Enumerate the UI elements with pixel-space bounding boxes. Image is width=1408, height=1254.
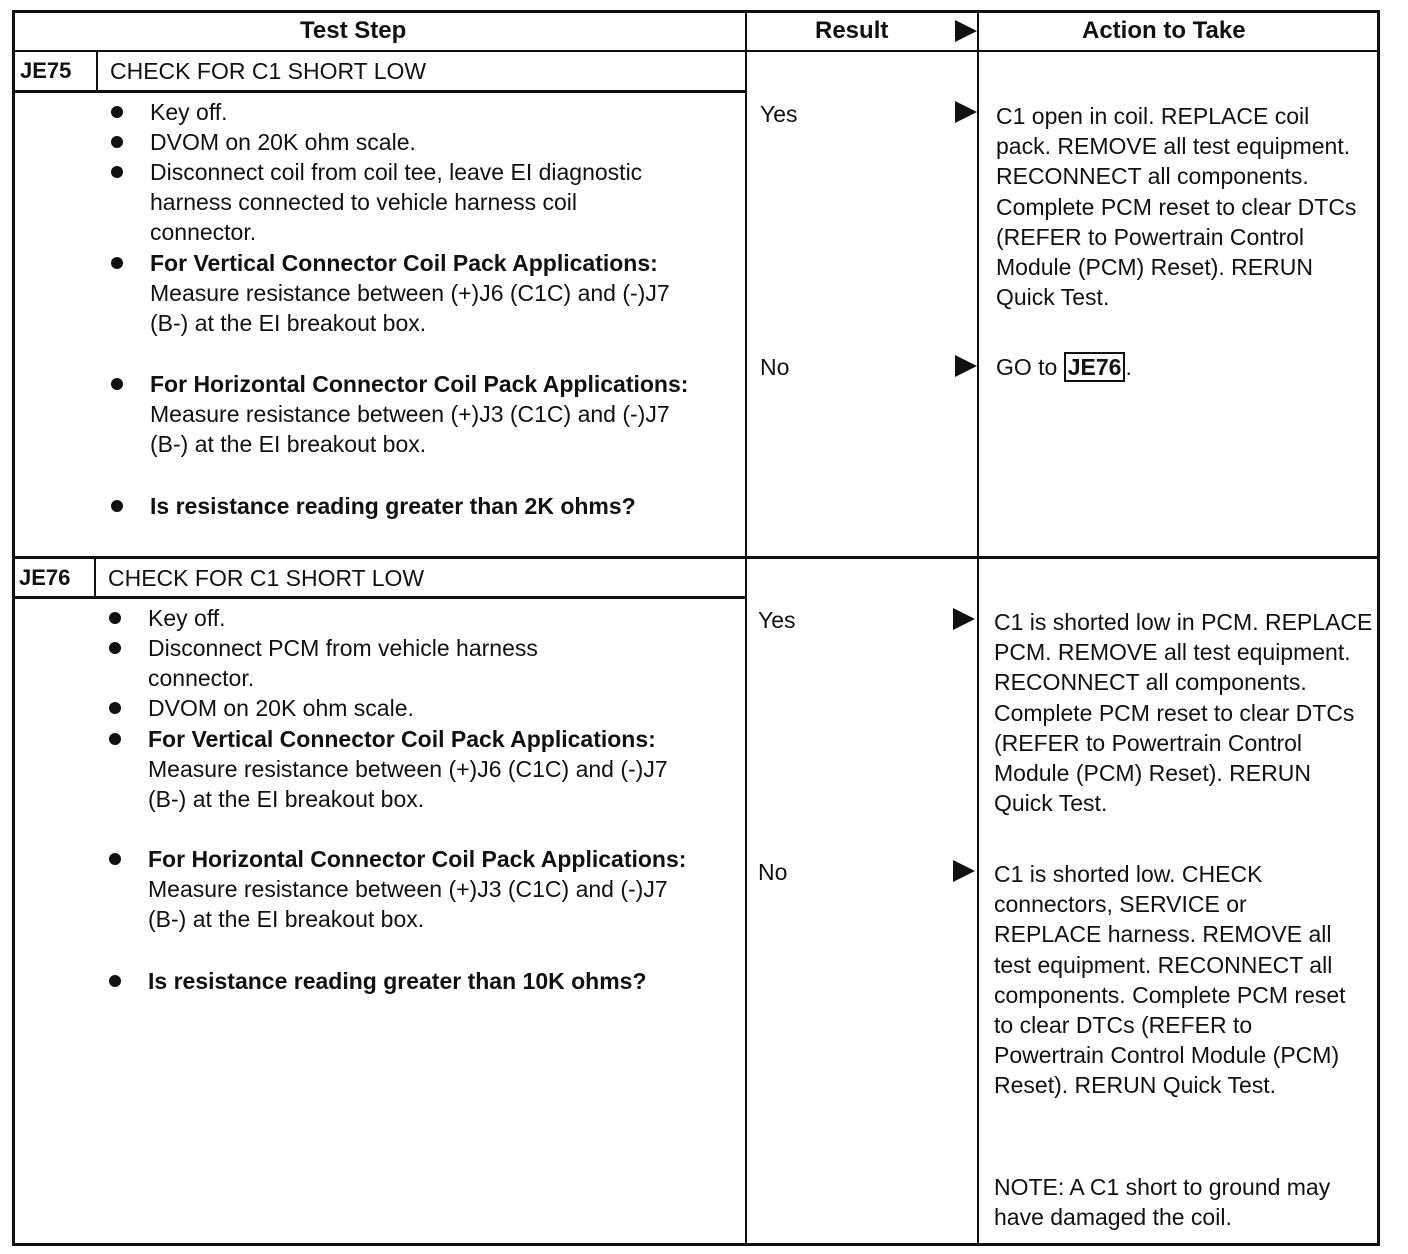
step-instruction [148,844,693,935]
result-no: No [760,354,790,380]
result-no: No [758,859,788,885]
bullet-icon [109,612,121,624]
action-text: C1 is shorted low in PCM. REPLACE PCM. REMOVE all test equipment. RECONNECT all components. Complete PCM reset to clear DTCs (REFER to Powertrain Control Module (PCM) Reset). RERUN Quick Test. [994,609,1373,817]
step-instruction: Disconnect PCM from vehicle harness connector. [148,635,538,692]
bullet-icon [111,166,123,178]
step-instruction [148,724,693,815]
step-code-divider [96,52,98,92]
bullet-icon [109,642,121,654]
result-yes: Yes [760,101,798,127]
step-instruction-text: Measure resistance between (+)J3 (C1C) and (-)J7 (B-) at the EI breakout box. [150,401,670,458]
step-title-rule [12,90,747,93]
step-instruction-bold: For Horizontal Connector Coil Pack Applications: [148,846,687,872]
action-text: C1 is shorted low. CHECK connectors, SERVICE or REPLACE harness. REMOVE all test equipment. RECONNECT all components. Complete PCM reset to clear DTCs (REFER to Powertrain Control Module (PCM) Reset). RERUN Quick Test. [994,861,1346,1099]
table-border-bottom [12,1243,1380,1246]
step-instruction: DVOM on 20K ohm scale. [150,129,416,155]
step-instruction-bold: For Vertical Connector Coil Pack Applications: [150,250,658,276]
table-border-left [12,10,15,1246]
step-instruction: Disconnect coil from coil tee, leave EI diagnostic harness connected to vehicle harness coil connector. [150,159,643,246]
column-divider-2 [977,10,979,1246]
step-title: CHECK FOR C1 SHORT LOW [108,565,425,591]
column-divider-1 [745,10,747,1246]
step-question: Is resistance reading greater than 10K ohms? [148,968,647,994]
bullet-icon [111,257,123,269]
step-question: Is resistance reading greater than 2K ohms? [150,493,636,519]
result-arrow-icon [955,355,977,377]
step-instruction [150,369,695,460]
step-instruction: Key off. [148,605,226,631]
table-border-top [12,10,1380,13]
action-text: C1 open in coil. REPLACE coil pack. REMOVE all test equipment. RECONNECT all components. Complete PCM reset to clear DTCs (REFER to Powertrain Control Module (PCM) Reset). RERUN Quick Test. [996,103,1357,311]
step-title-rule [12,596,747,599]
step-instruction [150,248,695,339]
bullet-icon [111,378,123,390]
step-code-divider [94,559,96,598]
header-action: Action to Take [1082,17,1246,44]
table-border-right [1377,10,1380,1246]
step-instruction-bold: For Horizontal Connector Coil Pack Applications: [150,371,689,397]
step-instruction: Key off. [150,99,228,125]
action-suffix: . [1125,354,1132,380]
bullet-icon [111,500,123,512]
step-instruction-text: Measure resistance between (+)J6 (C1C) and (-)J7 (B-) at the EI breakout box. [148,756,668,813]
header-arrow-icon [955,20,977,42]
step-instruction-text: Measure resistance between (+)J6 (C1C) and (-)J7 (B-) at the EI breakout box. [150,280,670,337]
step-code: JE76 [19,565,71,590]
bullet-icon [111,106,123,118]
result-yes: Yes [758,607,796,633]
step-instruction: DVOM on 20K ohm scale. [148,695,414,721]
step-instruction-bold: For Vertical Connector Coil Pack Applications: [148,726,656,752]
step-title: CHECK FOR C1 SHORT LOW [110,58,427,84]
bullet-icon [109,975,121,987]
action-text [996,352,1381,382]
bullet-icon [109,702,121,714]
bullet-icon [109,733,121,745]
header-rule [12,50,1380,52]
action-note: NOTE: A C1 short to ground may have damaged the coil. [994,1174,1331,1231]
step-link-je76[interactable]: JE76 [1064,352,1126,382]
step-separator [12,556,1380,559]
result-arrow-icon [953,608,975,630]
header-result: Result [815,17,889,44]
step-code: JE75 [20,58,72,83]
action-prefix: GO to [996,354,1064,380]
result-arrow-icon [955,101,977,123]
bullet-icon [109,853,121,865]
result-arrow-icon [953,860,975,882]
bullet-icon [111,136,123,148]
header-test-step: Test Step [300,17,407,44]
step-instruction-text: Measure resistance between (+)J3 (C1C) and (-)J7 (B-) at the EI breakout box. [148,876,668,933]
